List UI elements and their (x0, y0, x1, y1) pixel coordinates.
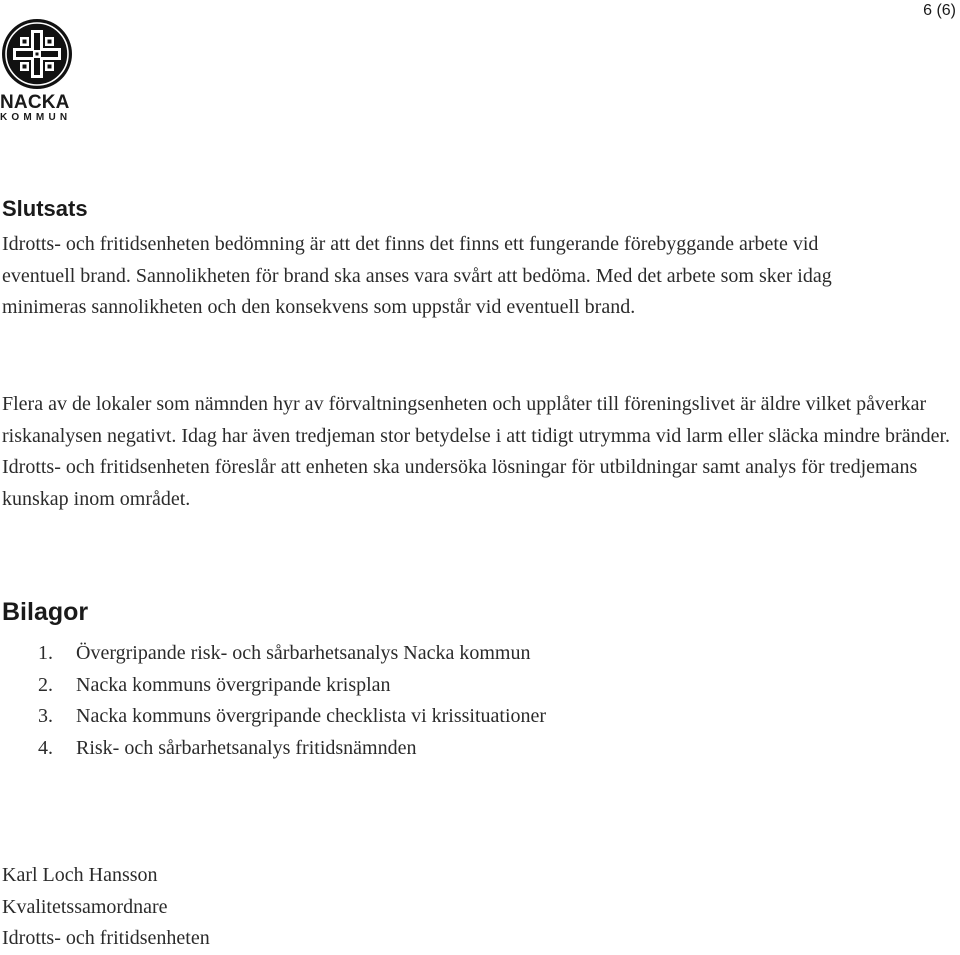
list-item-number: 2. (38, 673, 53, 696)
signature-title: Kvalitetssamordnare (2, 895, 168, 918)
nacka-logo (0, 18, 76, 123)
list-item (2, 701, 546, 733)
logo-subtitle: KOMMUN (0, 112, 72, 123)
list-item-text: Nacka kommuns övergripande krisplan (76, 673, 391, 696)
list-item (2, 733, 546, 765)
signature-name: Karl Loch Hansson (2, 864, 158, 886)
list-item (2, 670, 546, 702)
list-item-text: Risk- och sårbarhetsanalys fritidsnämnden (76, 736, 417, 759)
conclusion-paragraph-1: Idrotts- och fritidsenheten bedömning är att det finns det finns ett fungerande förebyggande arbete vid eventuell brand. Sannolikheten för brand ska anses vara svårt att bedöma. Med det arbete som sker idag minimeras sannolikheten och den konsekvens som uppstår vid eventuell brand. (2, 233, 832, 319)
conclusion-heading: Slutsats (2, 196, 88, 221)
signature-unit: Idrotts- och fritidsenheten (2, 927, 210, 950)
list-item (2, 638, 546, 670)
conclusion-paragraph-2: Flera av de lokaler som nämnden hyr av förvaltningsenheten och upplåter till föreningslivet är äldre vilket påverkar riskanalysen negativt. Idag har även tredjeman stor betydelse i att tidigt utrymma vid larm eller släcka mindre bränder. Idrotts- och fritidsenheten föreslår att enheten ska undersöka lösningar för utbildningar samt analys för tredjemans kunskap inom området. (2, 393, 951, 510)
list-item-number: 1. (38, 642, 53, 664)
logo-name: NACKA (0, 92, 70, 113)
page-number: 6 (6) (923, 2, 956, 19)
list-item-text: Övergripande risk- och sårbarhetsanalys Nacka kommun (76, 642, 531, 664)
list-item-text: Nacka kommuns övergripande checklista vi krissituationer (76, 705, 547, 728)
signature-block (2, 860, 210, 955)
list-item-number: 3. (38, 705, 53, 728)
attachments-heading: Bilagor (2, 598, 89, 626)
attachments-list (2, 638, 546, 764)
nacka-emblem-icon (1, 18, 73, 90)
list-item-number: 4. (38, 736, 53, 759)
